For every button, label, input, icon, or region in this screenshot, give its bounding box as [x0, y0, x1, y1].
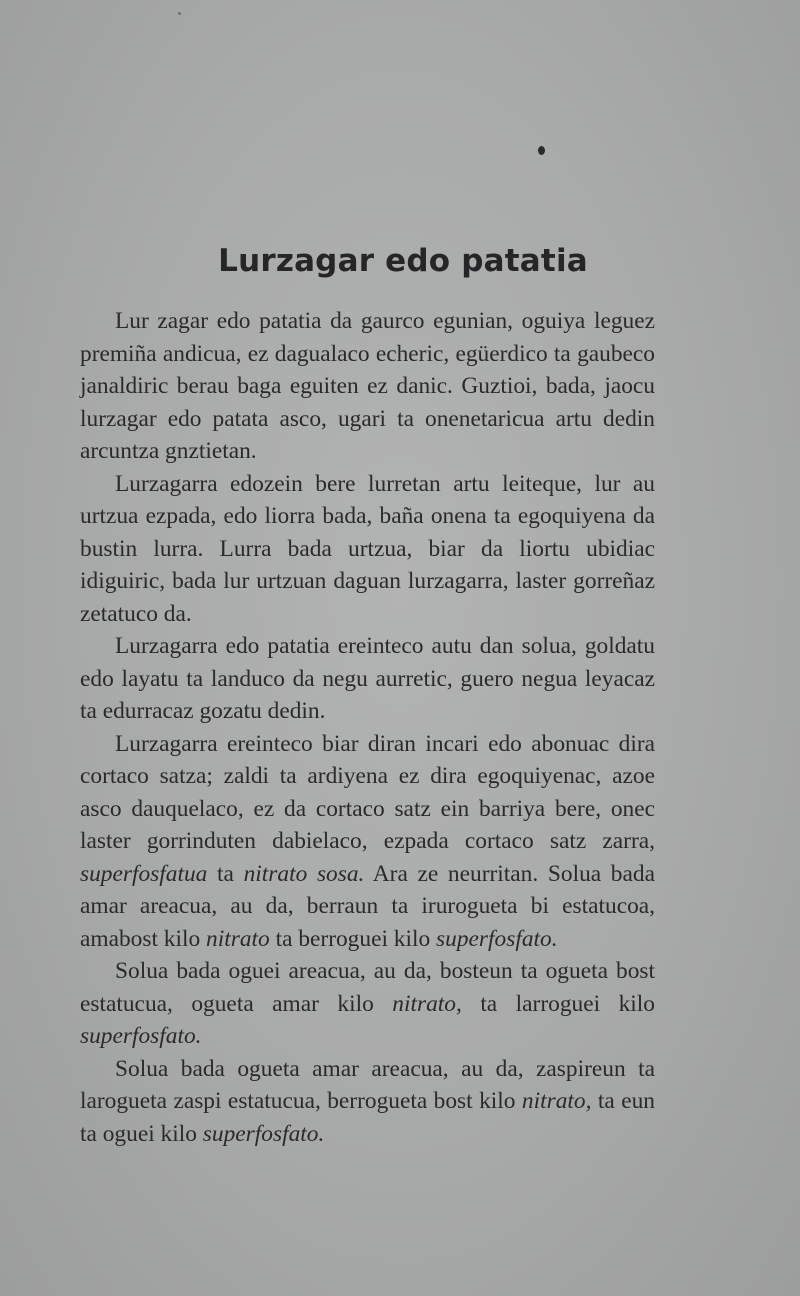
p4-term-nitrato-sosa: nitrato sosa. [243, 860, 365, 887]
p4-text-b: ta [217, 860, 234, 887]
p5-term-superfosfato: superfosfato. [80, 1023, 202, 1049]
p4-term-nitrato: nitrato [206, 925, 270, 952]
body-text [80, 305, 655, 1150]
paragraph-1: Lur zagar edo patatia da gaurco egunian, oguiya leguez premiña andicua, ez dagualaco echeric, egüerdico ta gaubeco janaldiric berau baga eguiten ez danic. Guztioi, bada, jaocu lurzagar edo patata asco, ugari ta onenetaricua artu dedin arcuntza gnztietan. [80, 308, 655, 464]
p4-text-c: Ara ze neurritan. Solua bada amar areacua, au da, berraun ta irurogueta bi estatucoa, amabost kilo [80, 860, 655, 952]
paragraph-3: Lurzagarra edo patatia ereinteco autu dan solua, goldatu edo layatu ta landuco da negu aurretic, guero negua leyacaz ta edurracaz gozatu dedin. [80, 633, 655, 724]
p6-term-nitrato: nitrato, [521, 1088, 592, 1114]
p4-text-d: ta berroguei kilo [275, 925, 431, 952]
paragraph-5 [80, 955, 655, 1053]
paper-speck [178, 12, 181, 15]
paragraph-2: Lurzagarra edozein bere lurretan artu leiteque, lur au urtzua ezpada, edo liorra bada, baña onena ta egoquiyena da bustin lurra. Lurra bada urtzua, biar da liortu ubidiac idiguiric, bada lur urtzuan daguan lurzagarra, laster gorreñaz zetatuco da. [80, 470, 655, 627]
p4-term-superfosfato: superfosfato. [436, 925, 558, 952]
p6-text-b: ta eun ta oguei kilo [80, 1088, 655, 1147]
paragraph-4 [80, 728, 655, 956]
p4-text-a: Lurzagarra ereinteco biar diran incari edo abonuac dira cortaco satza; zaldi ta ardiyena ez dira egoquiyenac, azoe asco dauquelaco, ez da cortaco satz ein barriya bere, onec laster gorrinduten dabielaco, ezpada cortaco satz zarra, [80, 730, 655, 854]
page-title: Lurzagar edo patatia [218, 243, 588, 279]
p5-text-b: ta larroguei kilo [480, 990, 655, 1017]
p6-text-a: Solua bada ogueta amar areacua, au da, zaspireun ta larogueta zaspi estatucua, berrogueta bost kilo [80, 1055, 655, 1114]
p6-term-superfosfato: superfosfato. [202, 1120, 325, 1147]
paragraph-6 [80, 1053, 655, 1151]
p4-term-superfosfatua: superfosfatua [80, 860, 208, 887]
p5-text-a: Solua bada oguei areacua, au da, bosteun ta ogueta bost estatucua, ogueta amar kilo [80, 958, 655, 1017]
p5-term-nitrato: nitrato, [392, 990, 462, 1017]
ink-spot [538, 146, 545, 155]
